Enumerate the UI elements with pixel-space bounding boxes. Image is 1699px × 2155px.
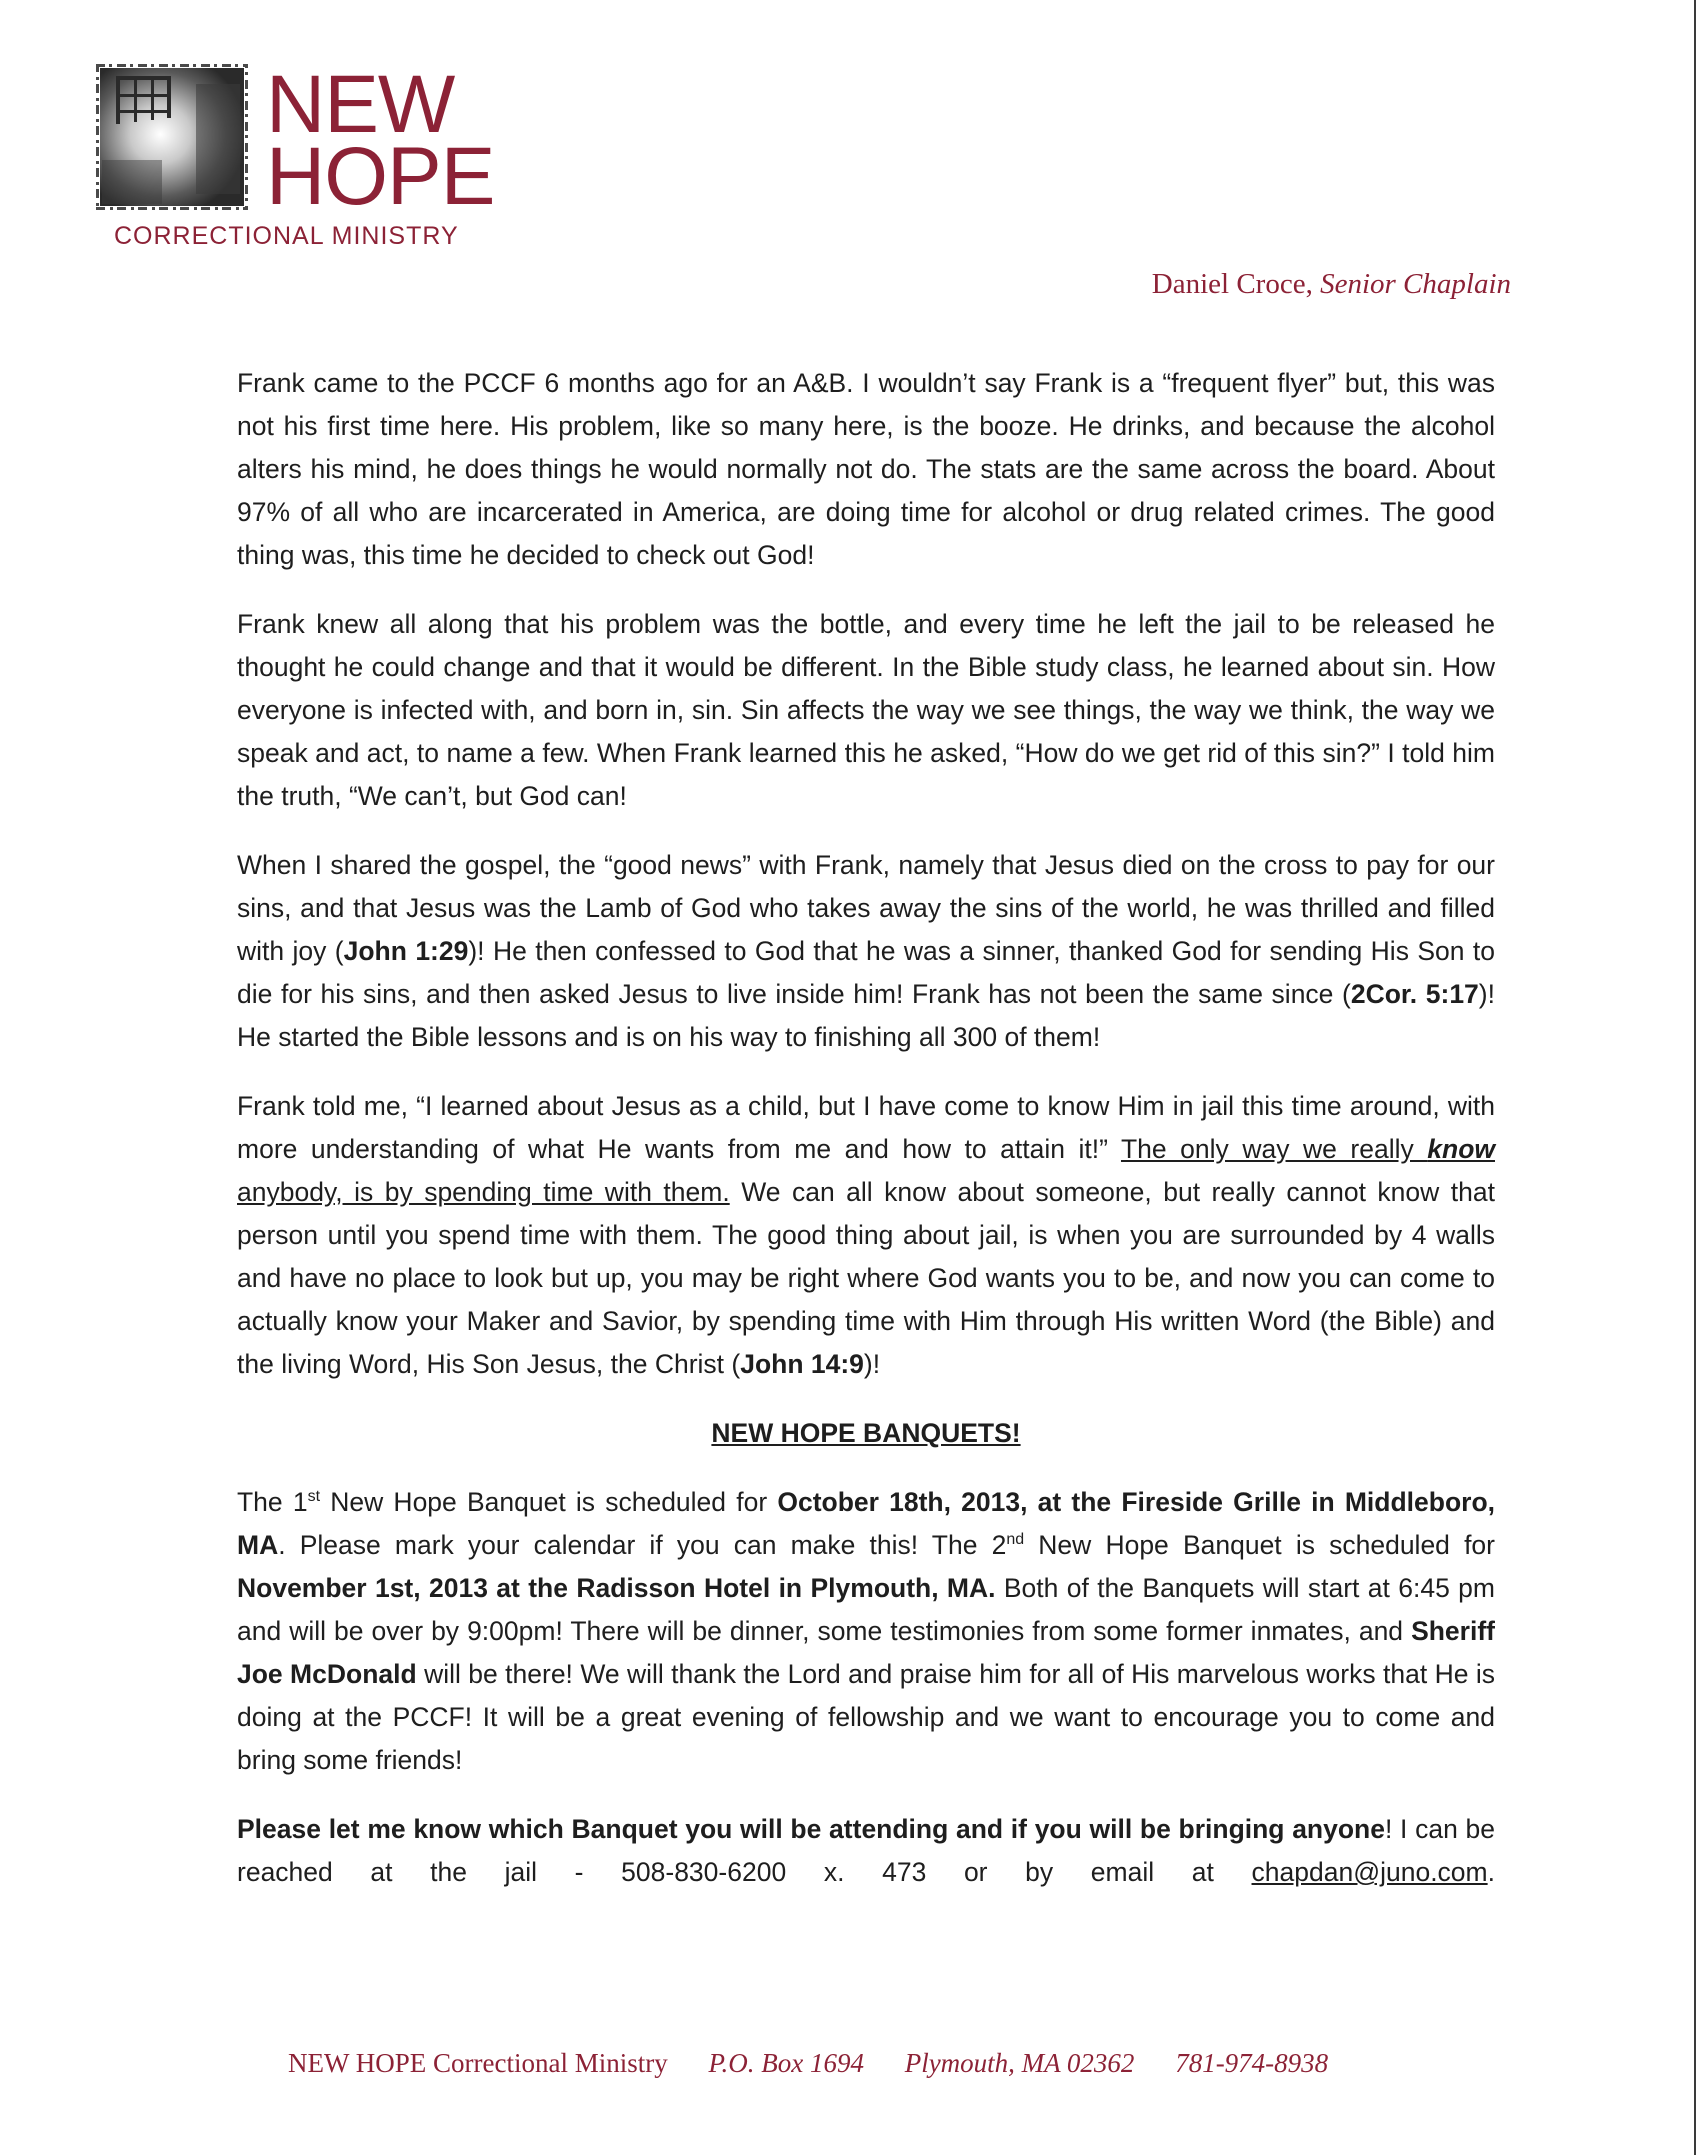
closing-paragraph (237, 1808, 1495, 1894)
paragraph-4-text-c: )! (863, 1349, 881, 1379)
banquet-1-details: October 18th, 2013, at the Fireside Grille in Middleboro, MA (237, 1487, 1496, 1560)
logo-wordmark-hope: HOPE (266, 131, 495, 222)
chaplain-name: Daniel Croce, (1151, 268, 1313, 300)
banquets-heading: NEW HOPE BANQUETS! (711, 1418, 1021, 1448)
banquets-paragraph (237, 1481, 1495, 1782)
closing-contact-text: ! I can be reached at the jail - 508-830-6200 x. 473 or by email at (237, 1814, 1496, 1887)
chaplain-signature-line (1152, 268, 1511, 301)
logo (96, 59, 496, 254)
paragraph-4 (237, 1085, 1495, 1386)
banquets-text-3: . Please mark your calendar if you can make this! The 2 (278, 1530, 1007, 1560)
logo-subtitle: CORRECTIONAL MINISTRY (114, 222, 459, 250)
emphasis-know: know (1427, 1134, 1495, 1164)
chaplain-title: Senior Chaplain (1320, 268, 1511, 300)
logo-wordmark-new: NEW (266, 59, 455, 150)
banquets-text-5: Both of the Banquets will start at 6:45 pm and will be over by 9:00pm! There will be dinner, some testimonies from some former inmates, and (237, 1573, 1495, 1646)
paragraph-2: Frank knew all along that his problem was the bottle, and every time he left the jail to be released he thought he could change and that it would be different. In the Bible study class, he learned about sin. How everyone is infected with, and born in, sin. Sin affects the way we see things, the way we think, the way we speak and act, to name a few. When Frank learned this he asked, “How do we get rid of this sin?” I told him the truth, “We can’t, but God can! (237, 609, 1495, 811)
scripture-ref-john-1-29: John 1:29 (343, 936, 469, 966)
footer (288, 2048, 1362, 2079)
paragraph-4-text-b: We can all know about someone, but really cannot know that person until you spend time with them. The good thing about jail, is when you are surrounded by 4 walls and have no place to look but up, you may be right where God wants you to be, and now you can come to actually know your Maker and Savior, by spending time with Him through His written Word (the Bible) and the living Word, His Son Jesus, the Christ ( (237, 1177, 1495, 1379)
footer-org: NEW HOPE Correctional Ministry (288, 2048, 668, 2078)
banquet-2-details: November 1st, 2013 at the Radisson Hotel in Plymouth, MA. (237, 1573, 996, 1603)
paragraph-3-text-b: )! He then confessed to God that he was a sinner, thanked God for sending His Son to die for his sins, and then asked Jesus to live inside him! Frank has not been the same since ( (237, 936, 1495, 1009)
sheriff-name: Sheriff Joe McDonald (237, 1616, 1495, 1689)
paragraph-3 (237, 844, 1495, 1059)
ordinal-suffix-nd: nd (1006, 1531, 1025, 1549)
closing-period: . (1487, 1857, 1495, 1887)
footer-city: Plymouth, MA 02362 (904, 2048, 1135, 2078)
paragraph-1: Frank came to the PCCF 6 months ago for an A&B. I wouldn’t say Frank is a “frequent flyer” but, this was not his first time here. His problem, like so many here, is the booze. He drinks, and because the alcohol alters his mind, he does things he would normally not do. The stats are the same across the board. About 97% of all who are incarcerated in America, are doing time for alcohol or drug related crimes. The good thing was, this time he decided to check out God! (237, 368, 1495, 570)
scripture-ref-2cor-5-17: 2Cor. 5:17 (1350, 979, 1479, 1009)
scripture-ref-john-14-9: John 14:9 (740, 1349, 864, 1379)
paragraph-4-text-a: Frank told me, “I learned about Jesus as a child, but I have come to know Him in jail this time around, with more understanding of what He wants from me and how to attain it!” (237, 1091, 1495, 1164)
banquets-text-4: New Hope Banquet is scheduled for (1024, 1530, 1495, 1560)
closing-request: Please let me know which Banquet you will be attending and if you will be bringing anyone (237, 1814, 1385, 1844)
underlined-phrase-end: anybody, is by spending time with them. (237, 1177, 730, 1207)
paragraph-3-text-c: )! He started the Bible lessons and is on his way to finishing all 300 of them! (237, 979, 1495, 1052)
footer-phone: 781-974-8938 (1175, 2048, 1329, 2078)
window-light-logo-icon (96, 64, 248, 210)
ordinal-suffix-st: st (307, 1488, 321, 1506)
page-edge (1694, 0, 1696, 2155)
footer-po-box: P.O. Box 1694 (708, 2048, 864, 2078)
email-link[interactable]: chapdan@juno.com (1251, 1857, 1488, 1887)
banquets-text-1: The 1 (237, 1487, 308, 1517)
letter-body (237, 362, 1495, 1920)
banquets-text-6: will be there! We will thank the Lord and praise him for all of His marvelous works that He is doing at the PCCF! It will be a great evening of fellowship and we want to encourage you to come and bring some friends! (237, 1659, 1496, 1775)
underlined-phrase-start: The only way we really (1120, 1134, 1428, 1164)
banquets-text-2: New Hope Banquet is scheduled for (320, 1487, 778, 1517)
paragraph-3-text-a: When I shared the gospel, the “good news” with Frank, namely that Jesus died on the cross to pay for our sins, and that Jesus was the Lamb of God who takes away the sins of the world, he was thrilled and filled with joy ( (237, 850, 1495, 966)
